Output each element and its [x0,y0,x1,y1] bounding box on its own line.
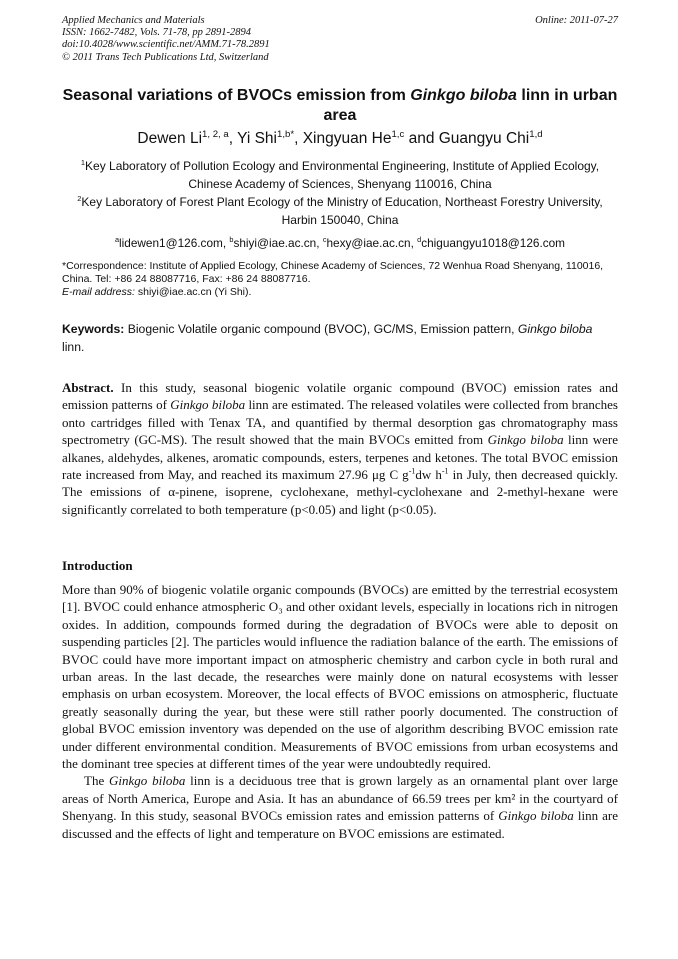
correspondence-email-value: shiyi@iae.ac.cn (Yi Shi). [134,286,252,298]
abstract-label: Abstract. [62,380,114,395]
affiliation-text: Key Laboratory of Pollution Ecology and Environmental Engineering, Institute of Applied Ecology, Chinese Academy of Sciences, Shenyang 110016, China [85,159,600,191]
abstract-species: Ginkgo biloba [487,432,564,448]
affiliation-2 [62,193,618,229]
author-affiliation-mark: 1,d [529,128,543,140]
keywords-tail: linn. [62,340,85,354]
author-list [62,129,618,149]
abstract-superscript: -1 [441,466,449,476]
title-part2: linn in urban area [323,87,618,124]
doi-line: doi:10.4028/www.scientific.net/AMM.71-78.2891 [62,39,270,51]
author-name: Xingyuan He [302,130,392,147]
paragraph-text: linn are discussed and the effects of light and temperature on BVOC emissions are estimated. [62,808,619,841]
author-name: Yi Shi [237,130,277,147]
abstract-species: Ginkgo biloba [170,397,246,413]
abstract-text: dw h [415,467,442,483]
email-mark: d [417,235,422,245]
email-address: lidewen1@126.com, [119,236,230,250]
paragraph-text: The [84,773,110,789]
introduction-paragraph-2 [62,772,618,842]
introduction-paragraph-1: More than 90% of biogenic volatile organic compounds (BVOCs) are emitted by the terrestrial ecosystem [1]. BVOC could enhance atmospheric O₃ and other oxidant levels, especially in locations rich in nitrogen oxides. In addition, compounds formed during the degradation of BVOCs were able to deposit on suspending particles [2]. The particles would influence the radiation balance of the earth. The emissions of BVOC could have more important impact on atmospheric chemistry and carbon cycle in both rural and urban areas. In the last decade, the researches were mainly done on natural ecosystems with lesser emphasis on urban ecosystem. Moreover, the local effects of BVOC emissions on atmospheric, fluctuate greatly seasonally during the year, but these were still rather poorly documented. The construction of global BVOC emission inventory was depended on the use of algorithm describing BVOC emission rate under different environmental condition. Measurements of BVOC emissions from urban ecosystems and the dominant tree species at different times of the year were undoubtedly required. [62,582,618,772]
paper-title [62,86,618,126]
email-address: shiyi@iae.ac.cn, [233,236,323,250]
abstract-text: linn are estimated. The released volatiles were collected from branches onto cartridges filled with Tenax TA, and quantified by thermal desorption gas chromatography mass spectrometry (GC-MS). The result showed that the main BVOCs emitted from [62,397,618,448]
author-affiliation-mark: 1, 2, a [202,128,229,140]
title-species: Ginkgo biloba [410,87,517,104]
correspondence-text: *Correspondence: Institute of Applied Ecology, Chinese Academy of Sciences, 72 Wenhua Road Shenyang, 110016, China. Tel: +86 24 88087716, Fax: +86 24 88087716. [62,260,604,285]
author-name: Dewen Li [137,130,203,147]
introduction-heading: Introduction [62,558,133,573]
affiliation-text: Key Laboratory of Forest Plant Ecology of the Ministry of Education, Northeast Forestry University, Harbin 150040, China [81,195,603,227]
author-emails [62,235,618,251]
author-separator: , [228,130,238,147]
email-address: chiguangyu1018@126.com [421,236,566,250]
abstract-section [62,379,618,518]
abstract-text: linn were alkanes, aldehydes, alkenes, aromatic compounds, esters, terpenes and ketones. The total BVOC emission rate increased from May, and reached its maximum 27.96 μg C g [62,432,619,483]
correspondence-email [62,286,618,299]
abstract-text: in July, then decreased quickly. The emissions of α-pinene, isoprene, cyclohexane, methyl-cyclohexane and 2-methyl-hexane were significantly correlated to both temperature (p<0.05) and light (p<0.05). [62,467,619,517]
abstract-superscript: -1 [408,466,416,476]
abstract-text: In this study, seasonal biogenic volatile organic compound (BVOC) emission rates and emission patterns of [62,380,618,413]
keywords-label: Keywords: [62,322,125,336]
journal-name: Applied Mechanics and Materials [62,15,205,26]
affiliation-number: 2 [77,194,82,203]
author-separator: , [294,130,303,147]
keywords-species: Ginkgo biloba [517,322,593,336]
issn-line: ISSN: 1662-7482, Vols. 71-78, pp 2891-2894 [62,27,251,39]
correspondence-note [62,260,618,299]
email-address: hexy@iae.ac.cn, [326,236,418,250]
affiliation-1 [62,157,618,193]
introduction-body [62,581,618,842]
paragraph-species: Ginkgo biloba [498,808,574,824]
correspondence-email-label: E-mail address: [62,286,135,298]
journal-header [62,15,618,64]
online-date: Online: 2011-07-27 [535,15,618,26]
email-mark: a [114,235,120,245]
title-part1: Seasonal variations of BVOCs emission from [62,87,411,104]
email-mark: b [229,235,234,245]
email-mark: c [322,235,327,245]
author-separator: and [404,130,439,147]
copyright-line: © 2011 Trans Tech Publications Ltd, Switzerland [62,51,269,63]
author-affiliation-mark: 1,c [391,128,405,140]
paragraph-text: linn is a deciduous tree that is grown largely as an ornamental plant over large areas of North America, Europe and Asia. It has an abundance of 66.59 trees per km² in the courtyard of Shenyang. In this study, seasonal BVOCs emission rates and emission patterns of [62,773,618,824]
author-affiliation-mark: 1,b* [276,128,295,140]
keywords-text: Biogenic Volatile organic compound (BVOC), GC/MS, Emission pattern, [124,322,518,336]
keywords-section [62,320,618,356]
author-name: Guangyu Chi [438,130,530,147]
affiliation-number: 1 [80,158,86,167]
paragraph-species: Ginkgo biloba [109,773,186,789]
